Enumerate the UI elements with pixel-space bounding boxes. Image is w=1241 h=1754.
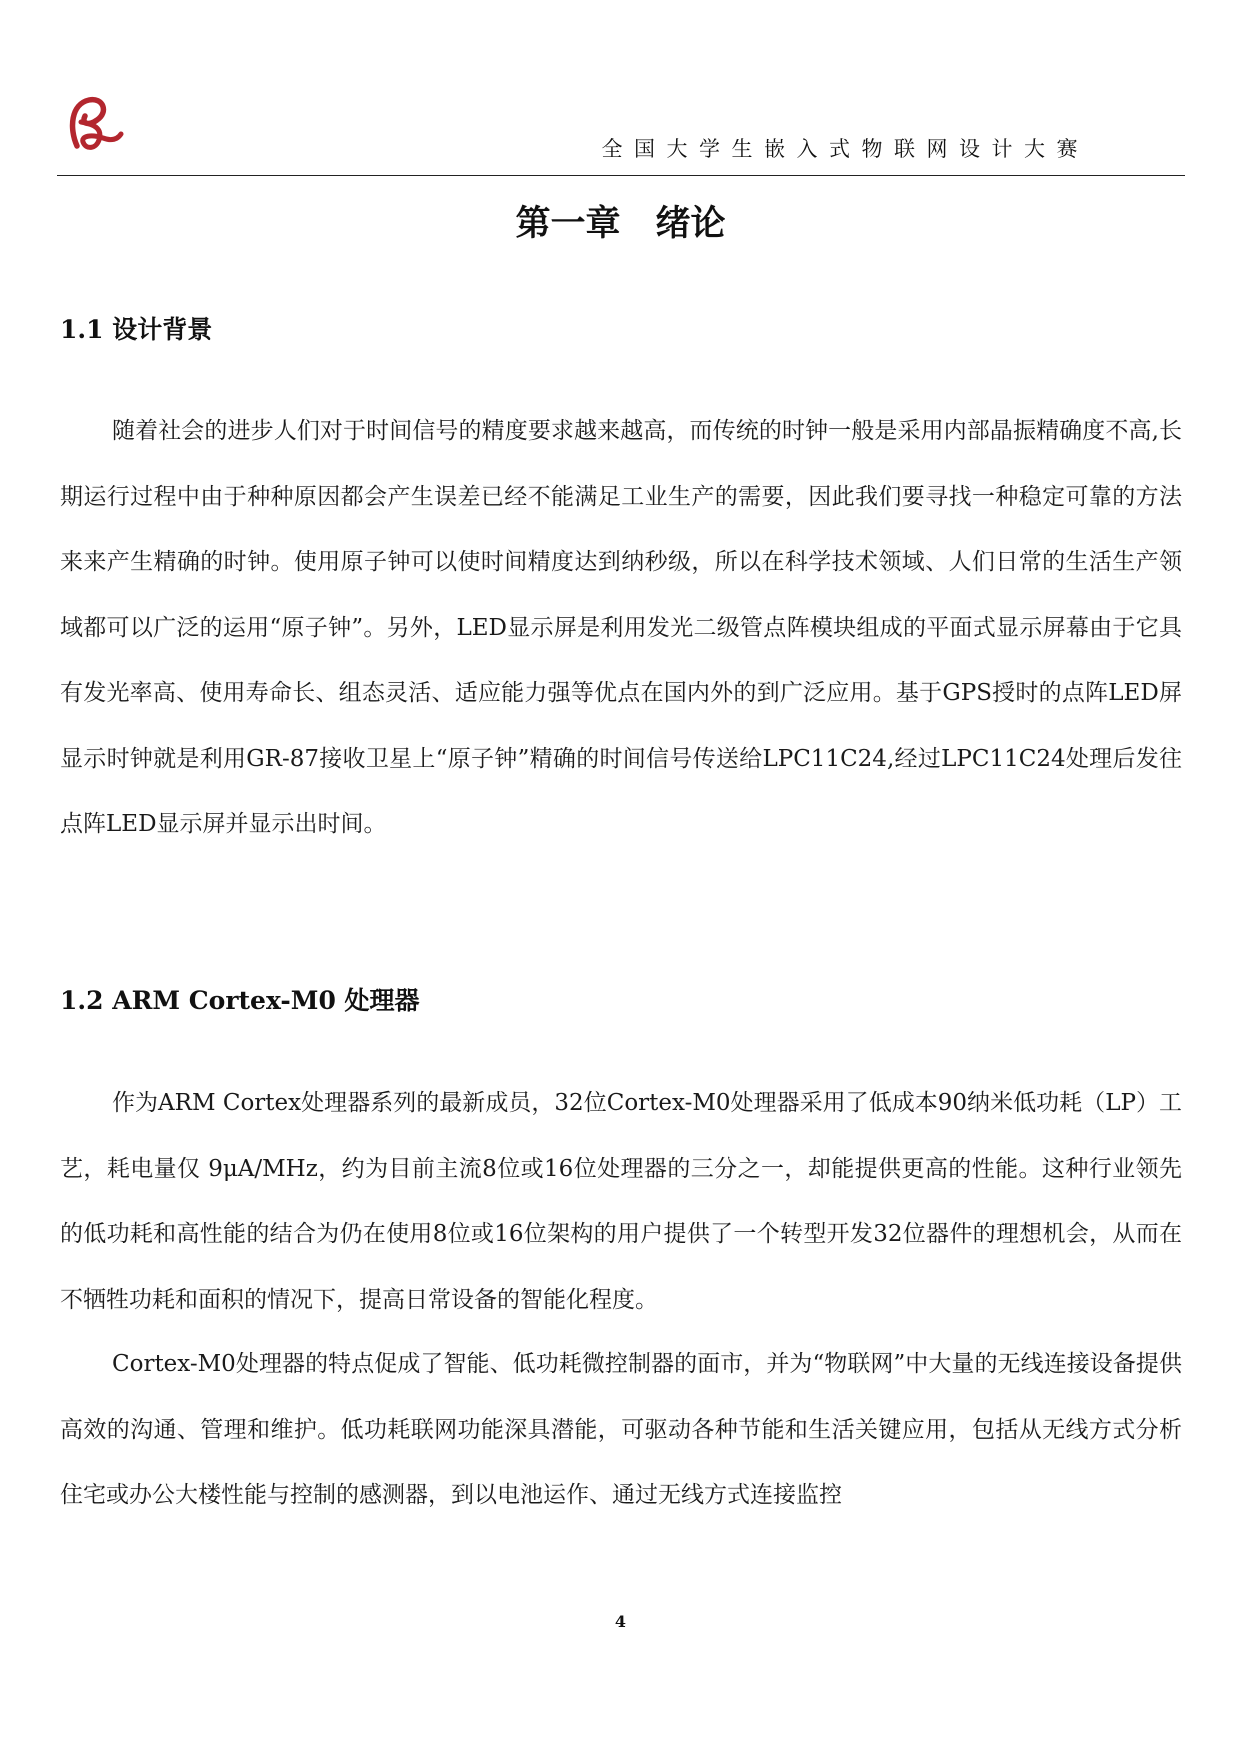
paragraph: 作为ARM Cortex处理器系列的最新成员，32位Cortex-M0处理器采用了低成本90纳米低功耗（LP）工艺，耗电量仅 9μA/MHz，约为目前主流8位或16位处理器的三分之一，却能提供更高的性能。这种行业领先的低功耗和高性能的结合为仍在使用8位或16位架构的用户提供了一个转型开发32位器件的理想机会，从而在不牺牲功耗和面积的情况下，提高日常设备的智能化程度。 [60,1090,1182,1313]
page-header [57,85,1185,176]
page-number: 4 [614,1612,627,1631]
paragraph: 随着社会的进步人们对于时间信号的精度要求越来越高，而传统的时钟一般是采用内部晶振精确度不高,长期运行过程中由于种种原因都会产生误差已经不能满足工业生产的需要，因此我们要寻找一种稳定可靠的方法来来产生精确的时钟。使用原子钟可以使时间精度达到纳秒级，所以在科学技术领域、人们日常的生活生产领域都可以广泛的运用“原子钟”。另外，LED显示屏是利用发光二级管点阵模块组成的平面式显示屏幕由于它具有发光率高、使用寿命长、组态灵活、适应能力强等优点在国内外的到广泛应用。基于GPS授时的点阵LED屏显示时钟就是利用GR-87接收卫星上“原子钟”精确的时间信号传送给LPC11C24,经过LPC11C24处理后发往点阵LED显示屏并显示出时间。 [60,418,1182,837]
section-heading-1-1: 1.1 设计背景 [60,315,213,344]
competition-title: 全国大学生嵌入式物联网设计大赛 [601,137,1089,161]
section-heading-1-2: 1.2 ARM Cortex-M0 处理器 [60,986,420,1015]
paragraph: Cortex-M0处理器的特点促成了智能、低功耗微控制器的面市，并为“物联网”中大量的无线连接设备提供高效的沟通、管理和维护。低功耗联网功能深具潜能，可驱动各种节能和生活关键应用，包括从无线方式分析住宅或办公大楼性能与控制的感测器，到以电池运作、通过无线方式连接监控 [60,1351,1182,1508]
chapter-title: 第一章 绪论 [515,204,726,244]
competition-logo [59,88,131,160]
